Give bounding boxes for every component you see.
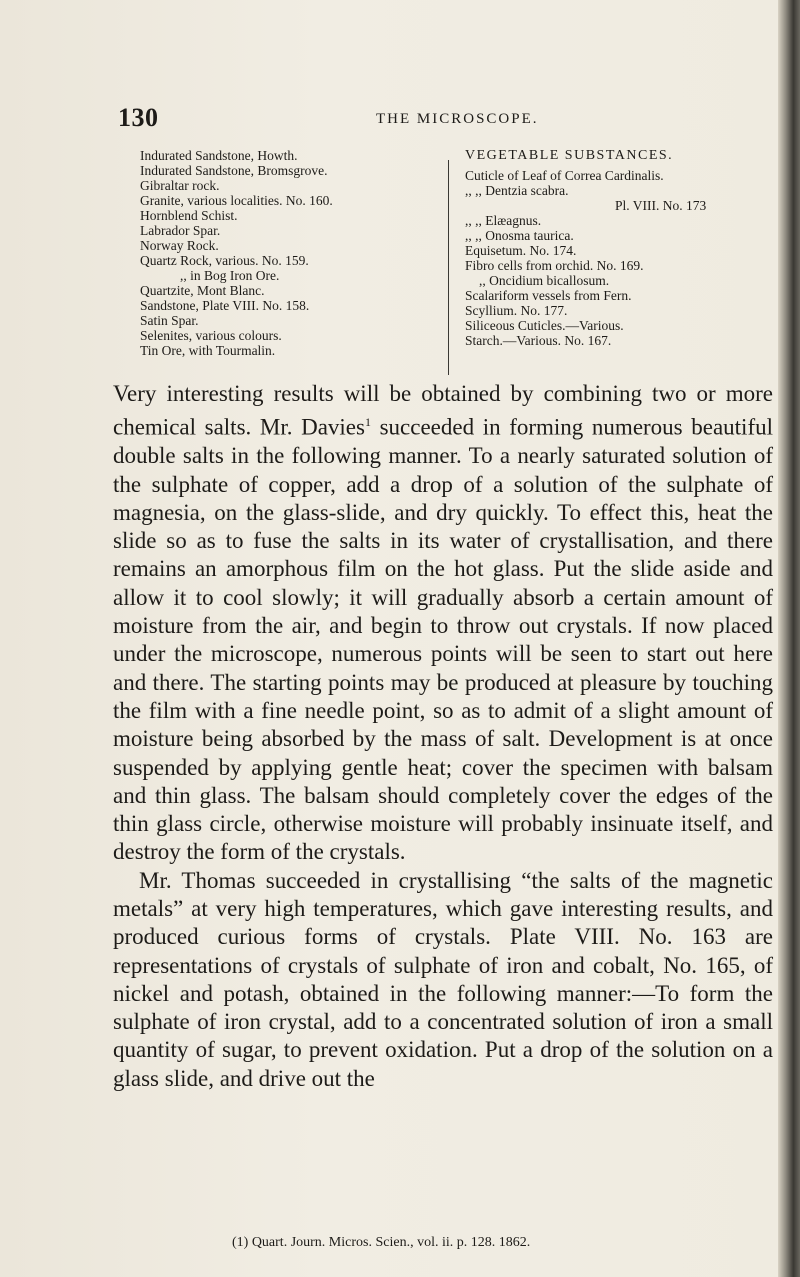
list-item: Equisetum. No. 174. bbox=[465, 243, 577, 258]
list-item: ,, ,, Onosma taurica. bbox=[465, 228, 574, 243]
paragraph: Mr. Thomas succeeded in crystallising “the salts of the magnetic metals” at very high temperatures, which gave interesting results, and produced curious forms of crystals. Plate VIII. No. 163 are representations of crystals of sulphate of iron and cobalt, No. 165, of nickel and potash, obtained in the following manner:—To form the sulphate of iron crystal, add to a concentrated solution of iron a small quantity of sugar, to prevent oxidation. Put a drop of the solution on a glass slide, and drive out the bbox=[113, 867, 773, 1091]
minerals-column bbox=[140, 148, 410, 358]
list-item: Indurated Sandstone, Howth. bbox=[140, 148, 298, 163]
vegetable-column bbox=[465, 148, 765, 348]
paragraph-text: succeeded in forming numerous beautiful double salts in the following manner. To a nearly saturated solution of the sulphate of copper, add a drop of a solution of the sulphate of magnesia, on the glass-slide, and dry quickly. To effect this, heat the slide so as to fuse the salts in its water of crystallisation, and there remains an amorphous film on the hot glass. Put the slide aside and allow it to cool slowly; it will gradually absorb a certain amount of moisture from the air, and begin to throw out crystals. If now placed under the microscope, numerous points will be seen to start out here and there. The starting points may be produced at pleasure by touching the film with a fine needle point, so as to admit of a slight amount of moisture being absorbed by the mass of salt. Development is at once suspended by applying gentle heat; cover the specimen with balsam and thin glass. The balsam should completely cover the edges of the thin glass circle, otherwise moisture will probably insinuate itself, and destroy the form of the crystals. bbox=[113, 414, 774, 865]
list-item: Siliceous Cuticles.—Various. bbox=[465, 318, 624, 333]
list-item: ,, ,, Elæagnus. bbox=[465, 213, 542, 228]
list-item: Sandstone, Plate VIII. No. 158. bbox=[140, 298, 310, 313]
paragraph-text: Very interesting results will be obtained by combining two or more chemical salts. Mr. Davies bbox=[113, 381, 773, 440]
list-item: Scyllium. No. 177. bbox=[465, 303, 568, 318]
footnote: (1) Quart. Journ. Micros. Scien., vol. ii. p. 128. 1862. bbox=[232, 1235, 531, 1250]
list-item: Tin Ore, with Tourmalin. bbox=[140, 343, 276, 358]
list-item: ,, ,, Dentzia scabra. bbox=[465, 183, 569, 198]
body-text bbox=[113, 380, 773, 1093]
list-item: Starch.—Various. No. 167. bbox=[465, 333, 612, 348]
running-title: THE MICROSCOPE. bbox=[376, 111, 539, 127]
list-item: Scalariform vessels from Fern. bbox=[465, 288, 632, 303]
column-divider bbox=[448, 160, 449, 375]
minerals-list bbox=[140, 148, 410, 358]
list-item: Gibraltar rock. bbox=[140, 178, 220, 193]
list-item: Indurated Sandstone, Bromsgrove. bbox=[140, 163, 328, 178]
page-number: 130 bbox=[118, 103, 159, 132]
list-item: Fibro cells from orchid. No. 169. bbox=[465, 258, 644, 273]
list-item: ,, Oncidium bicallosum. bbox=[479, 273, 610, 288]
page-header bbox=[118, 103, 758, 133]
list-item: ,, in Bog Iron Ore. bbox=[180, 268, 280, 283]
book-spine-shadow bbox=[778, 0, 800, 1277]
list-item: Selenites, various colours. bbox=[140, 328, 282, 343]
list-item: Quartzite, Mont Blanc. bbox=[140, 283, 265, 298]
list-item: Hornblend Schist. bbox=[140, 208, 238, 223]
list-item: Cuticle of Leaf of Correa Cardinalis. bbox=[465, 168, 664, 183]
list-item: Granite, various localities. No. 160. bbox=[140, 193, 333, 208]
list-item: Labrador Spar. bbox=[140, 223, 221, 238]
list-item: Satin Spar. bbox=[140, 313, 199, 328]
footnote-marker: 1 bbox=[364, 415, 371, 430]
vegetable-list bbox=[465, 168, 765, 348]
paragraph bbox=[113, 380, 773, 867]
list-item: Quartz Rock, various. No. 159. bbox=[140, 253, 309, 268]
list-item: Norway Rock. bbox=[140, 238, 219, 253]
section-heading: VEGETABLE SUBSTANCES. bbox=[465, 148, 674, 163]
list-item: Pl. VIII. No. 173 bbox=[615, 198, 707, 213]
